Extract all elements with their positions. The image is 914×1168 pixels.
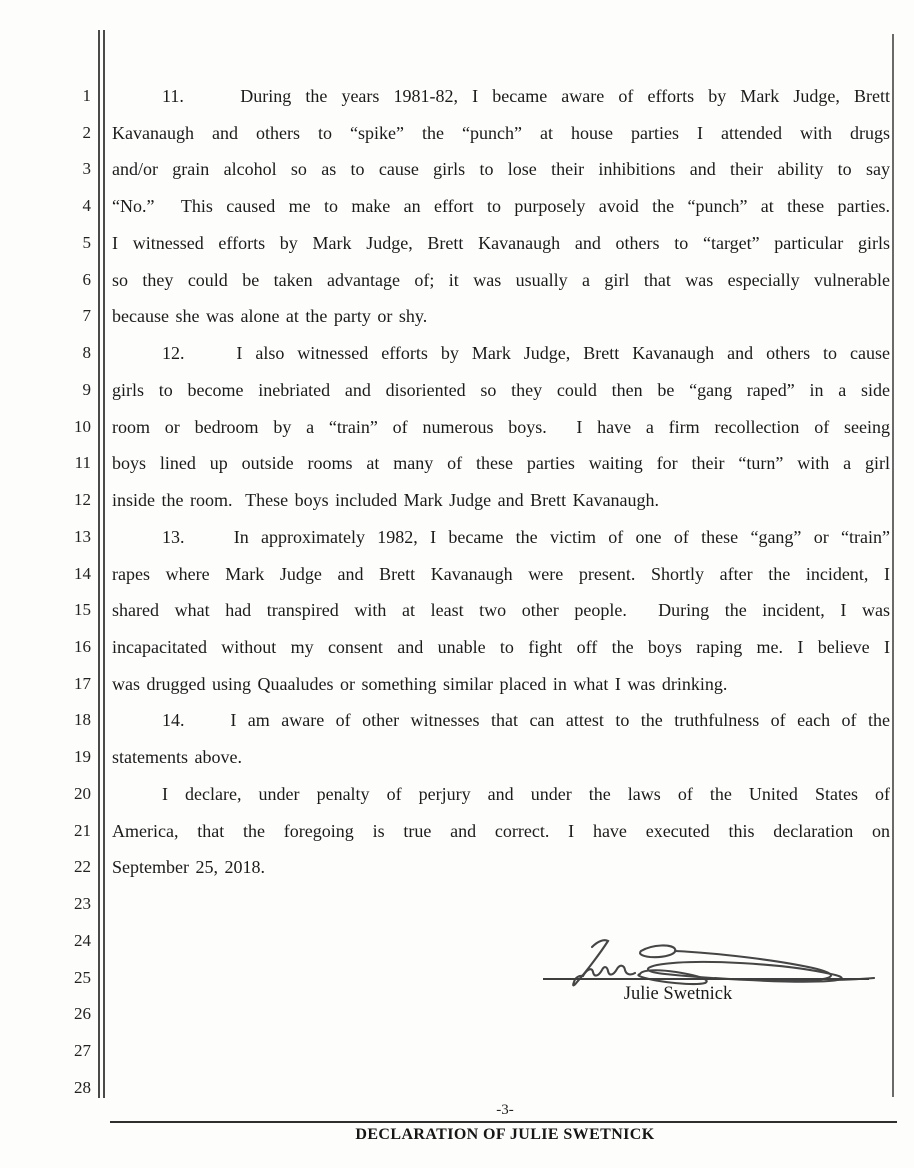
signature-line (543, 978, 869, 980)
line-number: 4 (82, 196, 91, 216)
document-line: so they could be taken advantage of; it was usually a girl that was especially vulnerable (112, 269, 890, 290)
footer-page-number: -3- (496, 1102, 514, 1118)
document-line: 11. During the years 1981-82, I became aware of efforts by Mark Judge, Brett (162, 86, 890, 106)
document-line: boys lined up outside rooms at many of these parties waiting for their “turn” with a girl (112, 453, 890, 474)
document-line: because she was alone at the party or shy. (112, 306, 428, 327)
line-number: 8 (82, 343, 91, 363)
line-number: 20 (74, 783, 91, 803)
left-margin-rule-inner (103, 30, 105, 1098)
line-number: 25 (74, 967, 91, 987)
document-line: was drugged using Quaaludes or something similar placed in what I was drinking. (112, 673, 728, 694)
line-number: 2 (82, 122, 91, 142)
line-number: 11 (74, 453, 91, 473)
line-number: 21 (74, 820, 91, 840)
line-number: 23 (74, 894, 91, 914)
document-line: September 25, 2018. (112, 857, 265, 878)
line-number: 14 (74, 563, 91, 583)
left-margin-rule-outer (98, 30, 100, 1098)
document-line: 13. In approximately 1982, I became the victim of one of these “gang” or “train” (162, 526, 890, 547)
line-number: 7 (82, 306, 91, 326)
footer-title: DECLARATION OF JULIE SWETNICK (355, 1126, 655, 1143)
footer-rule (110, 1121, 897, 1123)
line-number: 3 (82, 159, 91, 179)
line-number: 6 (82, 269, 91, 289)
line-number: 5 (82, 232, 91, 252)
line-number: 9 (82, 379, 91, 399)
line-number: 28 (74, 1077, 91, 1097)
line-number: 24 (74, 930, 91, 950)
line-number: 17 (74, 673, 91, 693)
line-number: 27 (74, 1041, 91, 1061)
line-number: 16 (74, 637, 91, 657)
document-line: Kavanaugh and others to “spike” the “punch” at house parties I attended with drugs (112, 122, 890, 143)
document-line: I witnessed efforts by Mark Judge, Brett Kavanaugh and others to “target” particular girls (112, 232, 890, 253)
line-number-column (0, 78, 91, 1107)
document-line: America, that the foregoing is true and correct. I have executed this declaration on (112, 820, 890, 841)
right-margin-rule (892, 34, 894, 1097)
document-line: 12. I also witnessed efforts by Mark Judge, Brett Kavanaugh and others to cause (162, 343, 890, 364)
document-line: 14. I am aware of other witnesses that can attest to the truthfulness of each of the (162, 710, 890, 731)
line-number: 18 (74, 710, 91, 730)
signature-scrawl (545, 930, 875, 990)
document-line: shared what had transpired with at least two other people. During the incident, I was (112, 600, 890, 621)
document-line: room or bedroom by a “train” of numerous boys. I have a firm recollection of seeing (112, 416, 890, 437)
document-line: statements above. (112, 747, 242, 768)
line-number: 12 (74, 490, 91, 510)
body-text (112, 78, 890, 886)
line-number: 13 (74, 526, 91, 546)
line-number: 10 (74, 416, 91, 436)
document-line: “No.” This caused me to make an effort to purposely avoid the “punch” at these parties. (112, 196, 890, 217)
signature-name: Julie Swetnick (623, 984, 733, 1004)
line-number: 1 (82, 86, 91, 105)
document-line: rapes where Mark Judge and Brett Kavanaugh were present. Shortly after the incident, I (112, 563, 890, 584)
line-number: 19 (74, 747, 91, 767)
document-line: and/or grain alcohol so as to cause girls to lose their inhibitions and their ability to say (112, 159, 890, 180)
document-line: incapacitated without my consent and unable to fight off the boys raping me. I believe I (112, 637, 890, 658)
line-number: 22 (74, 857, 91, 877)
document-line: girls to become inebriated and disoriented so they could then be “gang raped” in a side (112, 379, 890, 400)
line-number: 26 (74, 1004, 91, 1024)
document-line: inside the room. These boys included Mark Judge and Brett Kavanaugh. (112, 490, 660, 511)
line-number: 15 (74, 600, 91, 620)
document-line: I declare, under penalty of perjury and under the laws of the United States of (162, 783, 890, 804)
